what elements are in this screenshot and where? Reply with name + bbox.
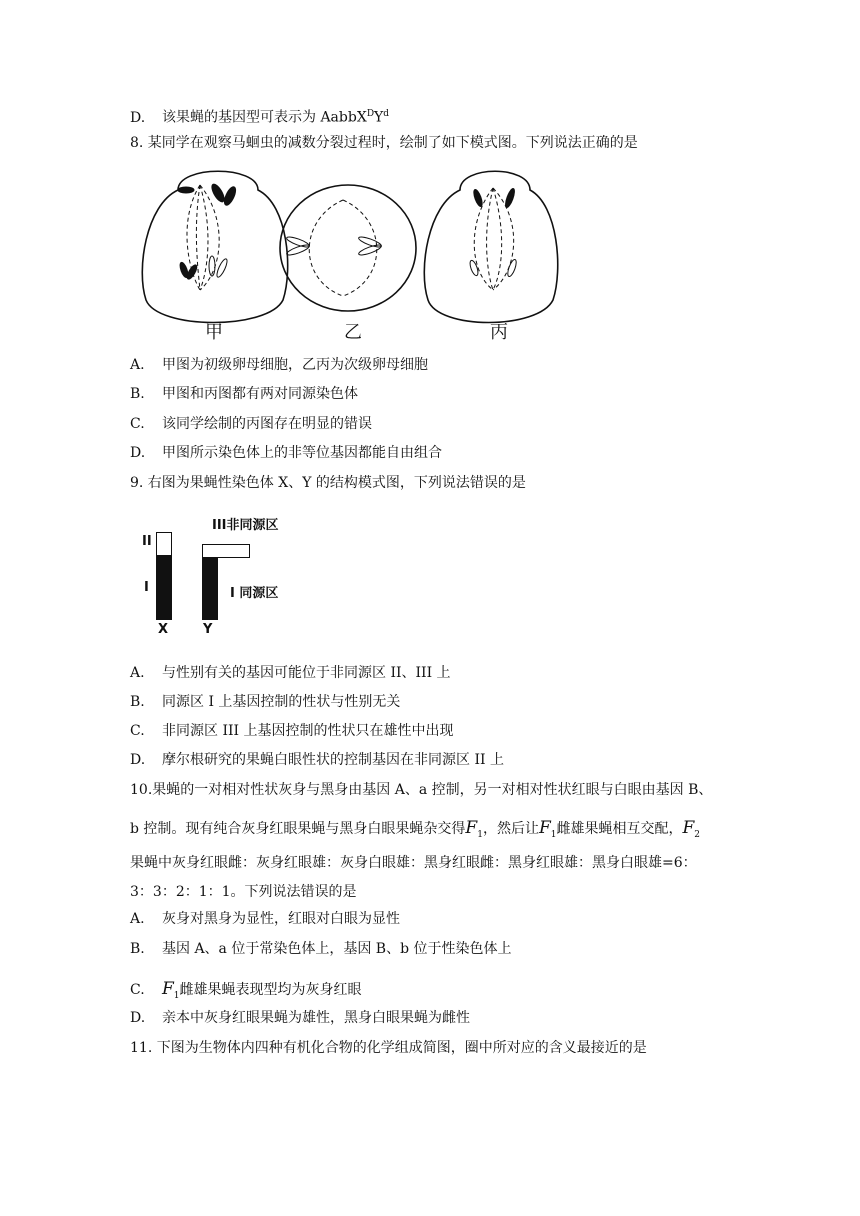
q10-line3: 果蝇中灰身红眼雌：灰身红眼雄：灰身白眼雄：黑身红眼雌：黑身红眼雄：黑身白眼雄=6： xyxy=(130,855,697,871)
q10-line4: 3：3：2：1：1。下列说法错误的是 xyxy=(130,884,357,900)
q9-option-b: B. 同源区 I 上基因控制的性状与性别无关 xyxy=(130,694,401,710)
q9-option-a: A. 与性别有关的基因可能位于非同源区 II、III 上 xyxy=(130,665,451,681)
label-II: II xyxy=(142,534,152,549)
x-chromosome-ii xyxy=(156,532,172,556)
q10-option-d: D. 亲本中灰身红眼果蝇为雄性，黑身白眼果蝇为雌性 xyxy=(130,1010,470,1026)
sex-chromosome-figure xyxy=(140,510,310,640)
fig-label-yi: 乙 xyxy=(344,322,362,343)
label-I: I xyxy=(144,580,149,595)
fig-label-bing: 丙 xyxy=(490,322,508,343)
q9-option-c: C. 非同源区 III 上基因控制的性状只在雄性中出现 xyxy=(130,723,454,739)
y-chromosome-iii xyxy=(202,544,250,558)
q8-stem: 8. 某同学在观察马蛔虫的减数分裂过程时，绘制了如下模式图。下列说法正确的是 xyxy=(130,135,638,151)
fig-label-jia: 甲 xyxy=(205,322,223,343)
q8-option-b: B. 甲图和丙图都有两对同源染色体 xyxy=(130,386,358,402)
region1-label: I 同源区 xyxy=(230,586,279,601)
q11-stem: 11. 下图为生物体内四种有机化合物的化学组成简图，圈中所对应的含义最接近的是 xyxy=(130,1040,647,1056)
q9-option-d: D. 摩尔根研究的果蝇白眼性状的控制基因在非同源区 II 上 xyxy=(130,752,504,768)
x-chromosome-i xyxy=(156,556,172,620)
q8-option-c: C. 该同学绘制的丙图存在明显的错误 xyxy=(130,416,372,432)
y-chromosome-i xyxy=(202,558,218,620)
q10-line2: b 控制。现有纯合灰身红眼果蝇与黑身白眼果蝇杂交得$F_1$，然后让$F_1$雌雄果蝇相互交配，$F_2$ xyxy=(130,818,701,840)
q9-stem: 9. 右图为果蝇性染色体 X、Y 的结构模式图，下列说法错误的是 xyxy=(130,475,526,491)
label-x: X xyxy=(158,622,169,637)
label-y: Y xyxy=(203,622,213,637)
q10-option-b: B. 基因 A、a 位于常染色体上，基因 B、b 位于性染色体上 xyxy=(130,941,512,957)
q10-option-c: C. $F_1$雌雄果蝇表现型均为灰身红眼 xyxy=(130,979,362,1001)
region3-label: III非同源区 xyxy=(212,518,279,533)
q10-line1: 10.果蝇的一对相对性状灰身与黑身由基因 A、a 控制，另一对相对性状红眼与白眼由基因 B、 xyxy=(130,782,713,798)
q8-option-a: A. 甲图为初级卵母细胞，乙丙为次级卵母细胞 xyxy=(130,357,428,373)
q7-option-d: D. 该果蝇的基因型可表示为 $AabbX^DY^d$ xyxy=(130,109,390,126)
q10-option-a: A. 灰身对黑身为显性，红眼对白眼为显性 xyxy=(130,911,400,927)
q8-option-d: D. 甲图所示染色体上的非等位基因都能自由组合 xyxy=(130,445,442,461)
